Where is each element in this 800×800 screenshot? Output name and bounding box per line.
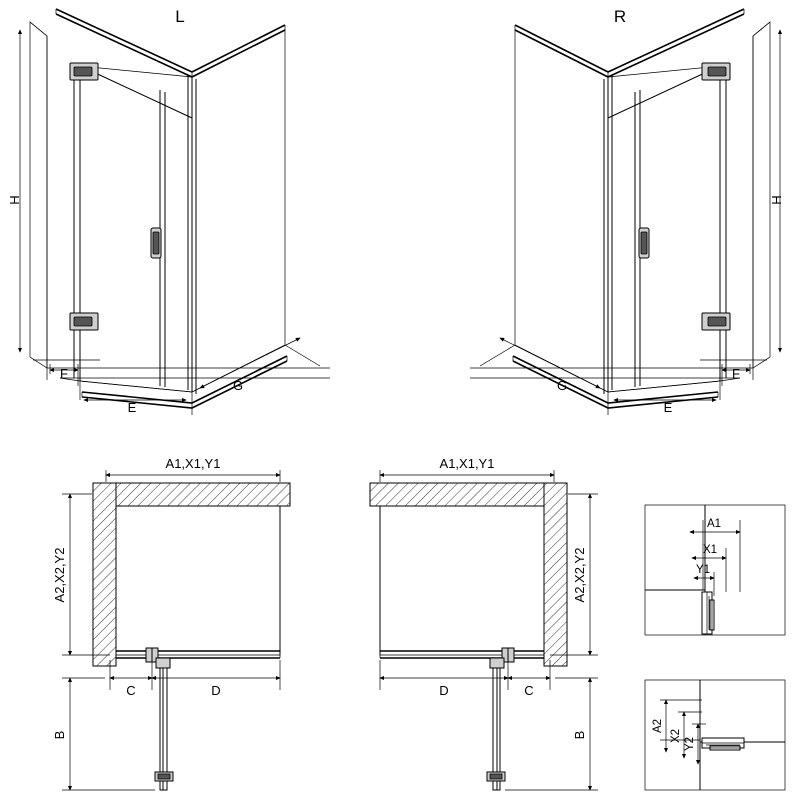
label-g-left: G: [232, 378, 244, 393]
label-detail-a2: A2: [652, 718, 664, 734]
wall-top-left: [93, 483, 290, 506]
label-height-left: H: [7, 195, 22, 205]
label-a1x1y1-right: A1,X1,Y1: [439, 456, 495, 471]
label-b-right: B: [572, 730, 587, 740]
dim-b-left: [52, 678, 155, 790]
door-handle-left: [151, 228, 161, 258]
detail-view-top: [645, 505, 785, 635]
dim-g-right: [500, 338, 600, 393]
label-c-right: C: [524, 683, 534, 698]
label-a1x1y1-left: A1,X1,Y1: [165, 456, 221, 471]
label-detail-x1: X1: [702, 544, 718, 556]
dim-a1x1y1-left: [106, 456, 280, 482]
door-handle-right: [639, 228, 649, 258]
dim-e-right: [614, 400, 716, 415]
label-g-right: G: [556, 378, 568, 393]
dim-d-left: [152, 660, 280, 698]
iso-view-left: [7, 7, 330, 415]
detail-dim-y1: [694, 564, 714, 596]
plan-view-right: [370, 456, 598, 790]
dim-b-right: [505, 678, 598, 790]
label-b-left: B: [52, 730, 67, 740]
label-f-left: F: [60, 366, 68, 381]
label-detail-x2: X2: [670, 728, 682, 744]
detail-view-bottom: [645, 680, 785, 790]
handing-label-right: R: [613, 7, 627, 26]
label-height-right: H: [769, 195, 784, 205]
dim-d-right: [380, 660, 508, 698]
label-d-right: D: [439, 683, 449, 698]
wall-side-right: [544, 483, 567, 666]
label-f-right: F: [732, 366, 740, 381]
iso-view-right: [470, 7, 784, 415]
label-detail-a1: A1: [706, 518, 722, 530]
plan-view-left: [52, 456, 290, 790]
label-d-left: D: [211, 683, 221, 698]
handing-label-left: L: [175, 7, 185, 26]
wall-top-right: [370, 483, 567, 506]
dim-g-left: [200, 338, 300, 393]
label-e-left: E: [127, 400, 137, 415]
label-e-right: E: [663, 400, 673, 415]
dim-e-left: [84, 400, 186, 415]
label-c-left: C: [126, 683, 136, 698]
dim-height-right: [769, 30, 784, 352]
dim-height-left: [7, 30, 22, 352]
label-detail-y2: Y2: [684, 736, 696, 752]
wall-side-left: [93, 483, 116, 666]
label-a2x2y2-left: A2,X2,Y2: [52, 547, 67, 603]
label-a2x2y2-right: A2,X2,Y2: [572, 547, 587, 603]
label-detail-y1: Y1: [695, 564, 711, 576]
dim-a1x1y1-right: [380, 456, 554, 482]
